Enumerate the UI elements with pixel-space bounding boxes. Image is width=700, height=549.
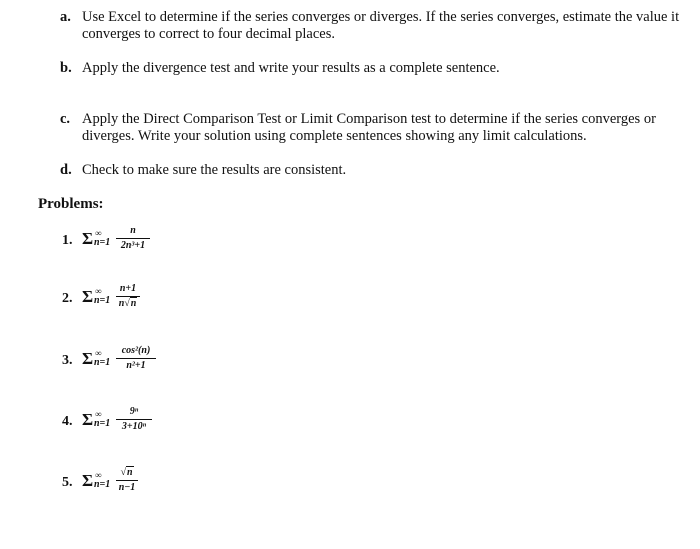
fraction bbox=[116, 467, 138, 494]
denominator: 2n³+1 bbox=[120, 240, 146, 251]
upper-limit: ∞ bbox=[95, 228, 102, 238]
upper-limit: ∞ bbox=[95, 286, 102, 296]
upper-limit: ∞ bbox=[95, 348, 102, 358]
problem-number: 5. bbox=[62, 475, 73, 490]
fraction-bar bbox=[116, 480, 138, 481]
radicand: n bbox=[126, 467, 133, 478]
fraction-bar bbox=[116, 358, 156, 359]
numerator: cos²(n) bbox=[121, 345, 151, 356]
numerator: n bbox=[130, 225, 136, 236]
lower-limit: n=1 bbox=[94, 237, 111, 248]
square-root: √n bbox=[120, 467, 133, 478]
denominator: 3+10ⁿ bbox=[121, 421, 147, 432]
instruction-text: Use Excel to determine if the series converges or diverges. If the series converges, estimate the value it converges to correct to four decimal places. bbox=[82, 9, 680, 42]
denominator bbox=[116, 298, 140, 310]
square-root: √n bbox=[124, 298, 137, 309]
lower-limit: n=1 bbox=[94, 418, 111, 429]
numerator: 9ⁿ bbox=[129, 406, 139, 417]
instruction-label: b. bbox=[60, 60, 72, 76]
denominator: n²+1 bbox=[126, 360, 146, 371]
problem-number: 4. bbox=[62, 414, 73, 429]
radicand: n bbox=[130, 298, 137, 309]
numerator: n+1 bbox=[119, 283, 137, 294]
problems-heading: Problems: bbox=[38, 196, 104, 212]
fraction bbox=[116, 345, 156, 372]
lower-limit: n=1 bbox=[94, 295, 111, 306]
instruction-text: Apply the Direct Comparison Test or Limit Comparison test to determine if the series converges or diverges. Write your solution using complete sentences showing any limit calculations. bbox=[82, 111, 656, 144]
instruction-label: a. bbox=[60, 9, 71, 25]
fraction-bar bbox=[116, 238, 150, 239]
problem-number: 1. bbox=[62, 233, 73, 248]
instruction-label: d. bbox=[60, 162, 72, 178]
fraction bbox=[116, 225, 150, 252]
sum-symbol: Σ bbox=[82, 349, 94, 368]
instruction-text: Check to make sure the results are consistent. bbox=[82, 162, 347, 178]
sum-symbol: Σ bbox=[82, 287, 94, 306]
sum-symbol: Σ bbox=[82, 471, 94, 490]
numerator bbox=[116, 467, 138, 479]
upper-limit: ∞ bbox=[95, 409, 102, 419]
instruction-label: c. bbox=[60, 111, 71, 127]
instruction-text: Apply the divergence test and write your results as a complete sentence. bbox=[82, 60, 500, 76]
sum-symbol: Σ bbox=[82, 410, 94, 429]
fraction bbox=[116, 283, 140, 310]
denominator-prefix: n bbox=[118, 298, 125, 309]
upper-limit: ∞ bbox=[95, 470, 102, 480]
sum-symbol: Σ bbox=[82, 229, 94, 248]
lower-limit: n=1 bbox=[94, 357, 111, 368]
denominator: n−1 bbox=[118, 482, 136, 493]
fraction bbox=[116, 406, 152, 433]
problem-number: 3. bbox=[62, 353, 73, 368]
problem-number: 2. bbox=[62, 291, 73, 306]
lower-limit: n=1 bbox=[94, 479, 111, 490]
fraction-bar bbox=[116, 419, 152, 420]
